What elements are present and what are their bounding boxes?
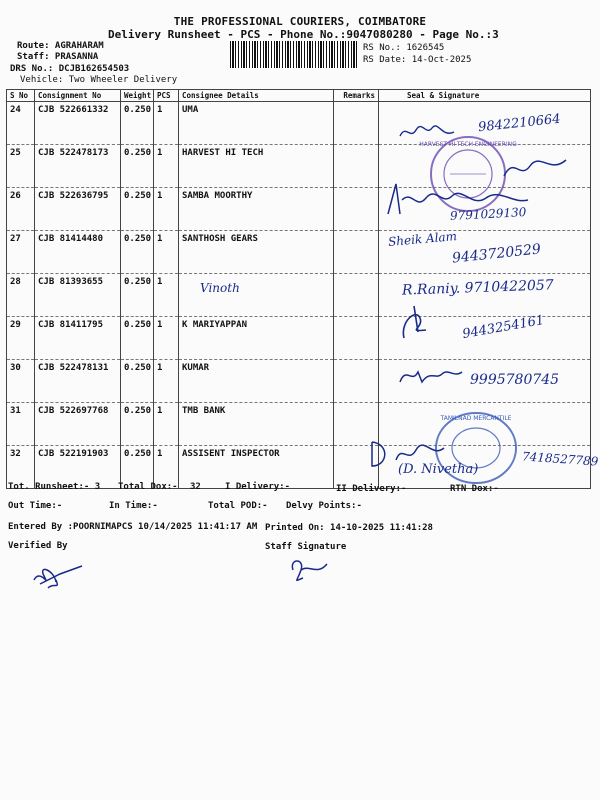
drs-number: DRS No.: DCJB162654503	[10, 64, 130, 74]
cell-remarks	[334, 360, 379, 403]
cell-consignment: CJB 81411795	[35, 317, 121, 360]
table-header-row	[7, 90, 591, 102]
cell-sno: 24	[7, 102, 35, 145]
cell-sno: 29	[7, 317, 35, 360]
cell-weight: 0.250	[121, 403, 154, 446]
cell-consignee: SAMBA MOORTHY	[179, 188, 334, 231]
printed-on: Printed On: 14-10-2025 11:41:28	[265, 523, 433, 533]
cell-weight: 0.250	[121, 231, 154, 274]
total-dox-value: 32	[190, 482, 201, 492]
cell-weight: 0.250	[121, 188, 154, 231]
cell-consignment: CJB 522191903	[35, 446, 121, 489]
staff-signature	[287, 554, 331, 584]
cell-consignee: HARVEST HI TECH	[179, 145, 334, 188]
cell-sno: 30	[7, 360, 35, 403]
in-time: In Time:-	[109, 501, 158, 511]
cell-remarks	[334, 102, 379, 145]
cell-consignee: ASSISENT INSPECTOR	[179, 446, 334, 489]
stamp2-text: TAMILNAD MERCANTILE	[440, 415, 512, 422]
cell-pcs: 1	[154, 446, 179, 489]
cell-pcs: 1	[154, 145, 179, 188]
barcode	[230, 41, 357, 68]
cell-consignee	[179, 274, 334, 317]
cell-consignment: CJB 522697768	[35, 403, 121, 446]
staff-label: Staff: PRASANNA	[17, 52, 99, 62]
cell-remarks	[334, 188, 379, 231]
hw-name-phone-28: R.Raniy. 9710422057	[401, 277, 554, 299]
cell-pcs: 1	[154, 403, 179, 446]
delvy-points: Delvy Points:-	[286, 501, 362, 511]
cell-pcs: 1	[154, 188, 179, 231]
i-delivery: I Delivery:-	[225, 482, 291, 492]
total-dox-label: Total Dox:-	[118, 482, 178, 492]
cell-weight: 0.250	[121, 360, 154, 403]
cell-remarks	[334, 317, 379, 360]
cell-pcs: 1	[154, 317, 179, 360]
total-pod: Total POD:-	[208, 501, 268, 511]
hw-name-28: Vinoth	[200, 281, 240, 295]
cell-consignee: K MARIYAPPAN	[179, 317, 334, 360]
hw-phone-24: 9842210664	[477, 111, 562, 136]
cell-sno: 28	[7, 274, 35, 317]
col-remarks: Remarks	[334, 90, 379, 102]
route-label: Route: AGRAHARAM	[17, 41, 104, 51]
verified-by: Verified By	[8, 541, 68, 551]
cell-consignment: CJB 81393655	[35, 274, 121, 317]
cell-consignee: KUMAR	[179, 360, 334, 403]
cell-consignee: SANTHOSH GEARS	[179, 231, 334, 274]
cell-consignment: CJB 522478173	[35, 145, 121, 188]
cell-pcs: 1	[154, 360, 179, 403]
col-seal-signature: Seal & Signature	[379, 90, 591, 102]
entered-by: Entered By :POORNIMAPCS 10/14/2025 11:41:17 AM	[8, 522, 258, 532]
cell-consignment: CJB 522478131	[35, 360, 121, 403]
hw-name-27: Sheik Alam	[387, 229, 458, 249]
hw-phone-26: 9791029130	[449, 205, 527, 223]
cell-consignment: CJB 81414480	[35, 231, 121, 274]
cell-sno: 27	[7, 231, 35, 274]
cell-consignment: CJB 522661332	[35, 102, 121, 145]
hw-phone-32: 7418527789	[521, 449, 599, 469]
company-title: THE PROFESSIONAL COURIERS, COIMBATORE	[173, 15, 427, 28]
cell-sno: 25	[7, 145, 35, 188]
cell-remarks	[334, 231, 379, 274]
col-weight: Weight	[121, 90, 154, 102]
hw-name-32: (D. Nivetha)	[398, 462, 479, 477]
staff-signature-label: Staff Signature	[265, 542, 347, 552]
cell-remarks	[334, 145, 379, 188]
hw-phone-27: 9443720529	[451, 241, 542, 267]
cell-weight: 0.250	[121, 446, 154, 489]
cell-sno: 31	[7, 403, 35, 446]
rtn-dox: RTN Dox:-	[450, 484, 499, 494]
cell-weight: 0.250	[121, 317, 154, 360]
signature-scribble-30	[396, 362, 466, 386]
cell-pcs: 1	[154, 102, 179, 145]
ii-delivery: II Delivery:-	[336, 484, 407, 494]
out-time: Out Time:-	[8, 501, 63, 511]
signature-scribble-29	[396, 302, 436, 342]
cell-sno: 26	[7, 188, 35, 231]
rs-number: RS No.: 1626545	[363, 43, 445, 53]
tot-runsheet: Tot. Runsheet:- 3	[8, 482, 101, 492]
cell-consignee: UMA	[179, 102, 334, 145]
signature-scribble-24	[398, 122, 458, 142]
col-consignment: Consignment No	[35, 90, 121, 102]
hw-phone-29: 9443254161	[461, 312, 546, 343]
stamp1-text: HARVEST HI-TECH ENGINEERING	[419, 141, 517, 148]
vehicle-label: Vehicle: Two Wheeler Delivery	[20, 75, 178, 85]
cell-weight: 0.250	[121, 102, 154, 145]
cell-consignment: CJB 522636795	[35, 188, 121, 231]
verifier-signature	[30, 562, 86, 594]
col-consignee: Consignee Details	[179, 90, 334, 102]
col-sno: S No	[7, 90, 35, 102]
signature-scribble-25	[500, 152, 570, 182]
cell-pcs: 1	[154, 274, 179, 317]
cell-remarks	[334, 274, 379, 317]
col-pcs: PCS	[154, 90, 179, 102]
cell-sno: 32	[7, 446, 35, 489]
rs-date: RS Date: 14-Oct-2025	[363, 55, 472, 65]
runsheet-subtitle: Delivery Runsheet - PCS - Phone No.:9047080280 - Page No.:3	[108, 28, 499, 41]
hw-phone-30: 9995780745	[470, 372, 560, 388]
cell-weight: 0.250	[121, 274, 154, 317]
cell-pcs: 1	[154, 231, 179, 274]
cell-weight: 0.250	[121, 145, 154, 188]
cell-consignee: TMB BANK	[179, 403, 334, 446]
